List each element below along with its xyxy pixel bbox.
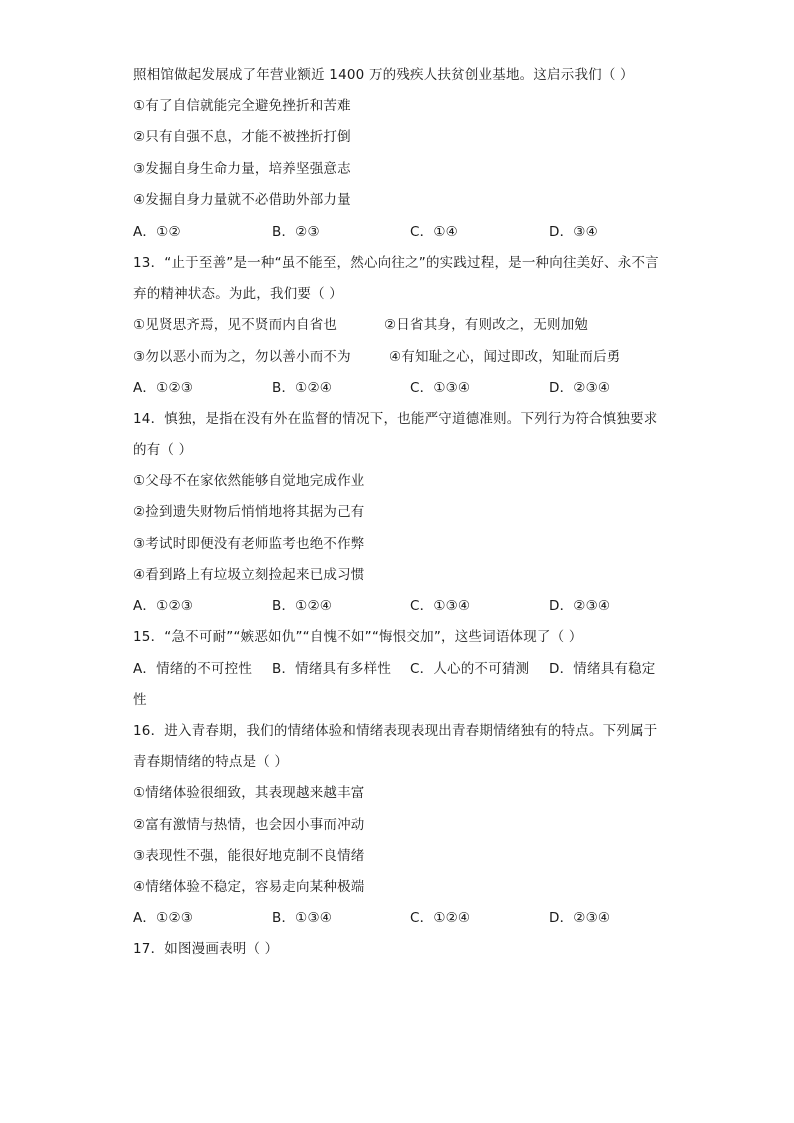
q16-stem-line2: 青春期情绪的特点是（ ） — [133, 754, 289, 770]
q14-option-b: B．①②④ — [272, 598, 333, 614]
q12-option-d: D．③④ — [549, 224, 598, 240]
q14-stem-line1: 14．慎独，是指在没有外在监督的情况下，也能严守道德准则。下列行为符合慎独要求 — [133, 411, 658, 427]
q15-option-d: D．情绪具有稳定 — [549, 661, 656, 677]
q13-option-d: D．②③④ — [549, 380, 611, 396]
q12-item-2: ②只有自强不息，才能不被挫折打倒 — [133, 129, 351, 145]
q16-item-3: ③表现性不强，能很好地克制不良情绪 — [133, 848, 365, 864]
q14-item-1: ①父母不在家依然能够自觉地完成作业 — [133, 473, 365, 489]
q12-item-1: ①有了自信就能完全避免挫折和苦难 — [133, 98, 351, 114]
q13-option-c: C．①③④ — [410, 380, 471, 396]
q14-option-a: A．①②③ — [133, 598, 194, 614]
q12-option-c: C．①④ — [410, 224, 458, 240]
q14-item-2: ②捡到遗失财物后悄悄地将其据为己有 — [133, 504, 365, 520]
q15-option-d-wrap: 性 — [133, 692, 147, 708]
q16-item-1: ①情绪体验很细致，其表现越来越丰富 — [133, 785, 365, 801]
q13-item-3: ③勿以恶小而为之，勿以善小而不为 — [133, 349, 351, 365]
q13-item-1: ①见贤思齐焉，见不贤而内自省也 — [133, 317, 338, 333]
q12-item-4: ④发掘自身力量就不必借助外部力量 — [133, 192, 351, 208]
q12-option-b: B．②③ — [272, 224, 320, 240]
q13-stem-line1: 13．“止于至善”是一种“虽不能至，然心向往之”的实践过程，是一种向往美好、永不言 — [133, 255, 659, 271]
q12-item-3: ③发掘自身生命力量，培养坚强意志 — [133, 161, 351, 177]
q16-stem-line1: 16．进入青春期，我们的情绪体验和情绪表现表现出青春期情绪独有的特点。下列属于 — [133, 723, 658, 739]
q16-option-b: B．①③④ — [272, 910, 333, 926]
q14-option-c: C．①③④ — [410, 598, 471, 614]
q16-option-c: C．①②④ — [410, 910, 471, 926]
q16-option-a: A．①②③ — [133, 910, 194, 926]
q13-item-2: ②日省其身，有则改之，无则加勉 — [384, 317, 589, 333]
q15-option-b: B．情绪具有多样性 — [272, 661, 392, 677]
q12-option-a: A．①② — [133, 224, 181, 240]
q14-option-d: D．②③④ — [549, 598, 611, 614]
q12-stem: 照相馆做起发展成了年营业额近 1400 万的残疾人扶贫创业基地。这启示我们（ ） — [133, 67, 634, 83]
q14-item-3: ③考试时即便没有老师监考也绝不作弊 — [133, 536, 365, 552]
q15-stem: 15．“急不可耐”“嫉恶如仇”“自愧不如”“悔恨交加”，这些词语体现了（ ） — [133, 629, 583, 645]
q14-stem-line2: 的有（ ） — [133, 442, 193, 458]
q13-option-b: B．①②④ — [272, 380, 333, 396]
q16-option-d: D．②③④ — [549, 910, 611, 926]
q15-option-c: C．人心的不可猜测 — [410, 661, 530, 677]
q14-item-4: ④看到路上有垃圾立刻捡起来已成习惯 — [133, 567, 365, 583]
q16-item-4: ④情绪体验不稳定，容易走向某种极端 — [133, 879, 365, 895]
q13-item-4: ④有知耻之心，闻过即改，知耻而后勇 — [389, 349, 621, 365]
q13-option-a: A．①②③ — [133, 380, 194, 396]
q17-stem: 17．如图漫画表明（ ） — [133, 941, 279, 957]
q15-option-a: A．情绪的不可控性 — [133, 661, 253, 677]
q16-item-2: ②富有激情与热情，也会因小事而冲动 — [133, 817, 365, 833]
q13-stem-line2: 弃的精神状态。为此，我们要（ ） — [133, 286, 343, 302]
